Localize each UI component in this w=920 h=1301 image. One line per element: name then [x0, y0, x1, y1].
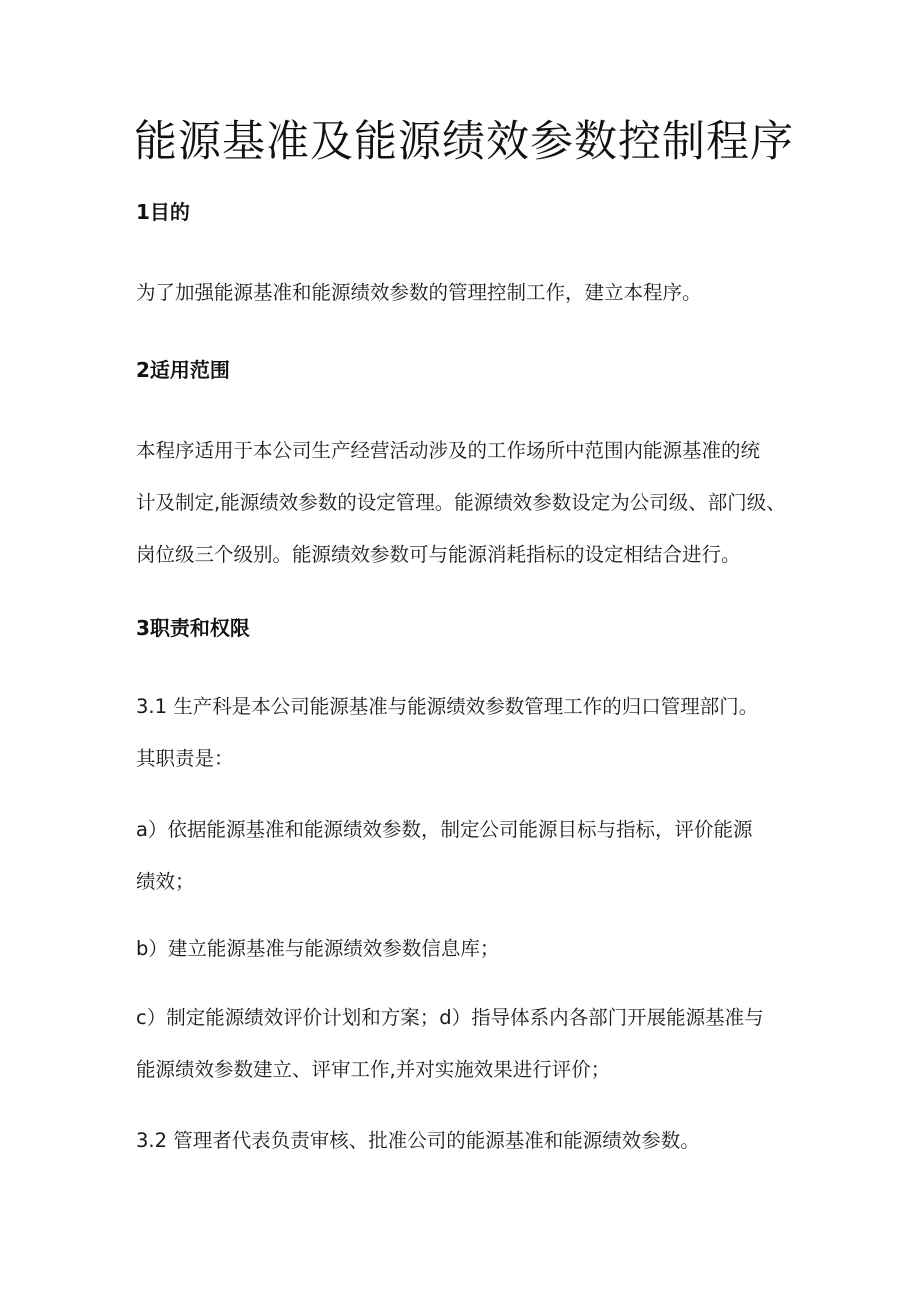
section-heading-scope: 2适用范围	[136, 358, 230, 382]
document-title: 能源基准及能源绩效参数控制程序	[134, 117, 794, 167]
item-c-d-paragraph	[136, 1000, 796, 1088]
item-c-d-line: 能源绩效参数建立、评审工作,并对实施效果进行评价；	[136, 1058, 611, 1081]
section-heading-purpose: 1目的	[136, 200, 190, 224]
item-c-d-line: c）制定能源绩效评价计划和方案；d）指导体系内各部门开展能源基准与	[136, 1006, 764, 1029]
purpose-paragraph: 为了加强能源基准和能源绩效参数的管理控制工作，建立本程序。	[136, 281, 702, 304]
item-3-1-line: 其职责是：	[136, 747, 234, 770]
item-a-paragraph	[136, 812, 796, 900]
scope-line: 岗位级三个级别。能源绩效参数可与能源消耗指标的设定相结合进行。	[136, 543, 741, 566]
scope-line: 本程序适用于本公司生产经营活动涉及的工作场所中范围内能源基准的统	[136, 439, 761, 462]
item-a-line: a）依据能源基准和能源绩效参数，制定公司能源目标与指标，评价能源	[136, 818, 753, 841]
item-3-2-paragraph: 3.2 管理者代表负责审核、批准公司的能源基准和能源绩效参数。	[136, 1129, 700, 1152]
scope-line: 计及制定,能源绩效参数的设定管理。能源绩效参数设定为公司级、部门级、	[136, 491, 786, 514]
item-3-1-line: 3.1 生产科是本公司能源基准与能源绩效参数管理工作的归口管理部门。	[136, 695, 759, 718]
section-heading-responsibilities: 3职责和权限	[136, 616, 250, 640]
scope-paragraph	[136, 433, 796, 573]
item-3-1-paragraph	[136, 689, 796, 777]
item-b-paragraph: b）建立能源基准与能源绩效参数信息库；	[136, 937, 500, 960]
item-a-line: 绩效；	[136, 870, 195, 893]
